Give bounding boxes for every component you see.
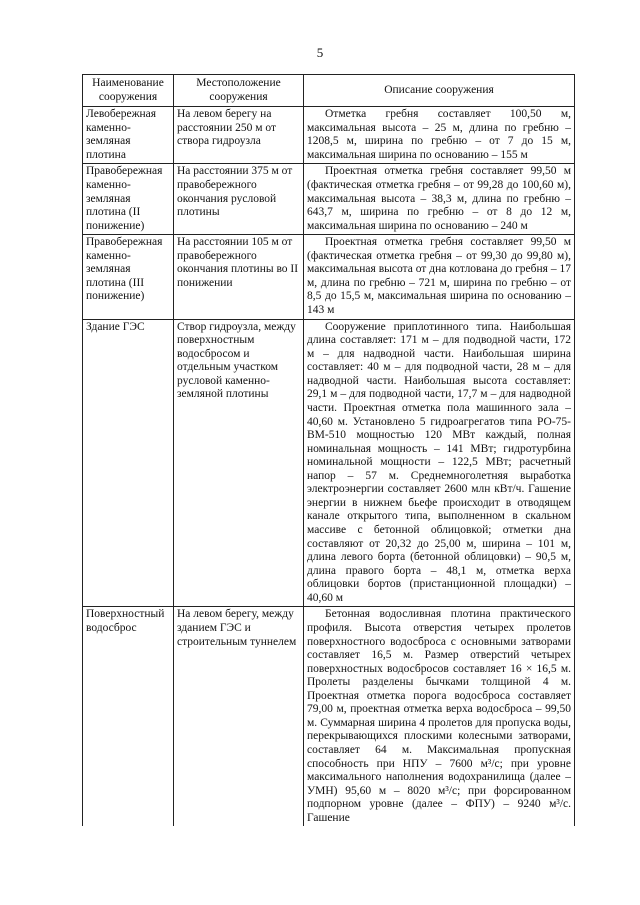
structure-location: Створ гидроузла, между поверхностным водосбросом и отдельным участком русловой каменно-земляной плотины <box>174 319 304 607</box>
structure-name: Поверхностный водосброс <box>83 607 174 827</box>
structure-description: Сооружение приплотинного типа. Наибольшая длина составляет: 171 м – для подводной части, 172 м – для надводной части. Наибольшая ширина составляет: 40 м – для подводной части, 28 м – для надводной части. Наибольшая высота составляет: 29,1 м – для подводной части, 17,7 м – для надводной части. Проектная отметка пола машинного зала – 40,60 м. Установлено 5 гидроагрегатов типа РО-75-ВМ-510 мощностью 120 МВт каждый, полная номинальная мощность – 141 МВт; гидротурбина номинальной мощности – 122,5 МВт; расчетный напор – 57 м. Среднемноголетняя выработка электроэнергии составляет 2600 млн кВт/ч. Гашение энергии в нижнем бьефе происходит в отводящем канале открытого типа, выполненном в скальном массиве с бетонной облицовкой; отметки дна составляют от 20,32 до 25,00 м, ширина – 101 м, длина левого борта (бетонной облицовки) – 90,5 м, длина правого борта – 48,1 м, отметка верха облицовки бортов (пристанционной площадки) – 40,60 м <box>304 319 575 607</box>
structure-location: На расстоянии 105 м от правобережного окончания плотины во II понижении <box>174 235 304 319</box>
structure-name: Правобережная каменно-земляная плотина (II понижение) <box>83 164 174 235</box>
structures-table <box>82 74 575 826</box>
structure-name: Правобережная каменно-земляная плотина (III понижение) <box>83 235 174 319</box>
structure-name: Левобережная каменно-земляная плотина <box>83 107 174 164</box>
structure-name: Здание ГЭС <box>83 319 174 607</box>
header-location: Местоположение сооружения <box>174 75 304 107</box>
header-name: Наименование сооружения <box>83 75 174 107</box>
table-row <box>83 235 575 319</box>
structure-location: На левом берегу на расстоянии 250 м от створа гидроузла <box>174 107 304 164</box>
structure-description: Отметка гребня составляет 100,50 м, максимальная высота – 25 м, длина по гребню – 1208,5 м, ширина по гребню – от 7 до 15 м, максимальная ширина по основанию – 155 м <box>304 107 575 164</box>
table-row <box>83 607 575 827</box>
page-number: 5 <box>316 45 324 60</box>
table-row <box>83 107 575 164</box>
structure-description: Проектная отметка гребня составляет 99,50 м (фактическая отметка гребня – от 99,28 до 100,60 м), максимальная высота – 38,3 м, длина по гребню – 643,7 м, ширина по гребню – от 8 до 12 м, максимальная ширина по основанию – 240 м <box>304 164 575 235</box>
structure-description: Проектная отметка гребня составляет 99,50 м (фактическая отметка гребня – от 99,30 до 99,80 м), максимальная высота от дна котлована до гребня – 17 м, длина по гребню – 721 м, ширина по гребню – от 8,5 до 15,5 м, максимальная ширина по основанию – 143 м <box>304 235 575 319</box>
structure-description: Бетонная водосливная плотина практического профиля. Высота отверстия четырех пролетов поверхностного водосброса с основными затворами составляет 16,5 м. Размер отверстий четырех поверхностных водосбросов составляет 16 × 16,5 м. Пролеты разделены бычками толщиной 4 м. Проектная отметка порога водосброса составляет 79,00 м, проектная отметка верха водосброса – 99,50 м. Суммарная ширина 4 пролетов для пропуска воды, перекрывающихся плоскими колесными затворами, составляет 64 м. Максимальная пропускная способность при НПУ – 7600 м³/с; при уровне максимального наполнения водохранилища (далее – УМН) 95,60 м – 8020 м³/с; при форсированном подпорном уровне (далее – ФПУ) – 9240 м³/с. Гашение <box>304 607 575 827</box>
table-row <box>83 164 575 235</box>
table-row <box>83 319 575 607</box>
table-header-row <box>83 75 575 107</box>
structure-location: На левом берегу, между зданием ГЭС и строительным туннелем <box>174 607 304 827</box>
header-description: Описание сооружения <box>304 75 575 107</box>
structure-location: На расстоянии 375 м от правобережного окончания русловой плотины <box>174 164 304 235</box>
